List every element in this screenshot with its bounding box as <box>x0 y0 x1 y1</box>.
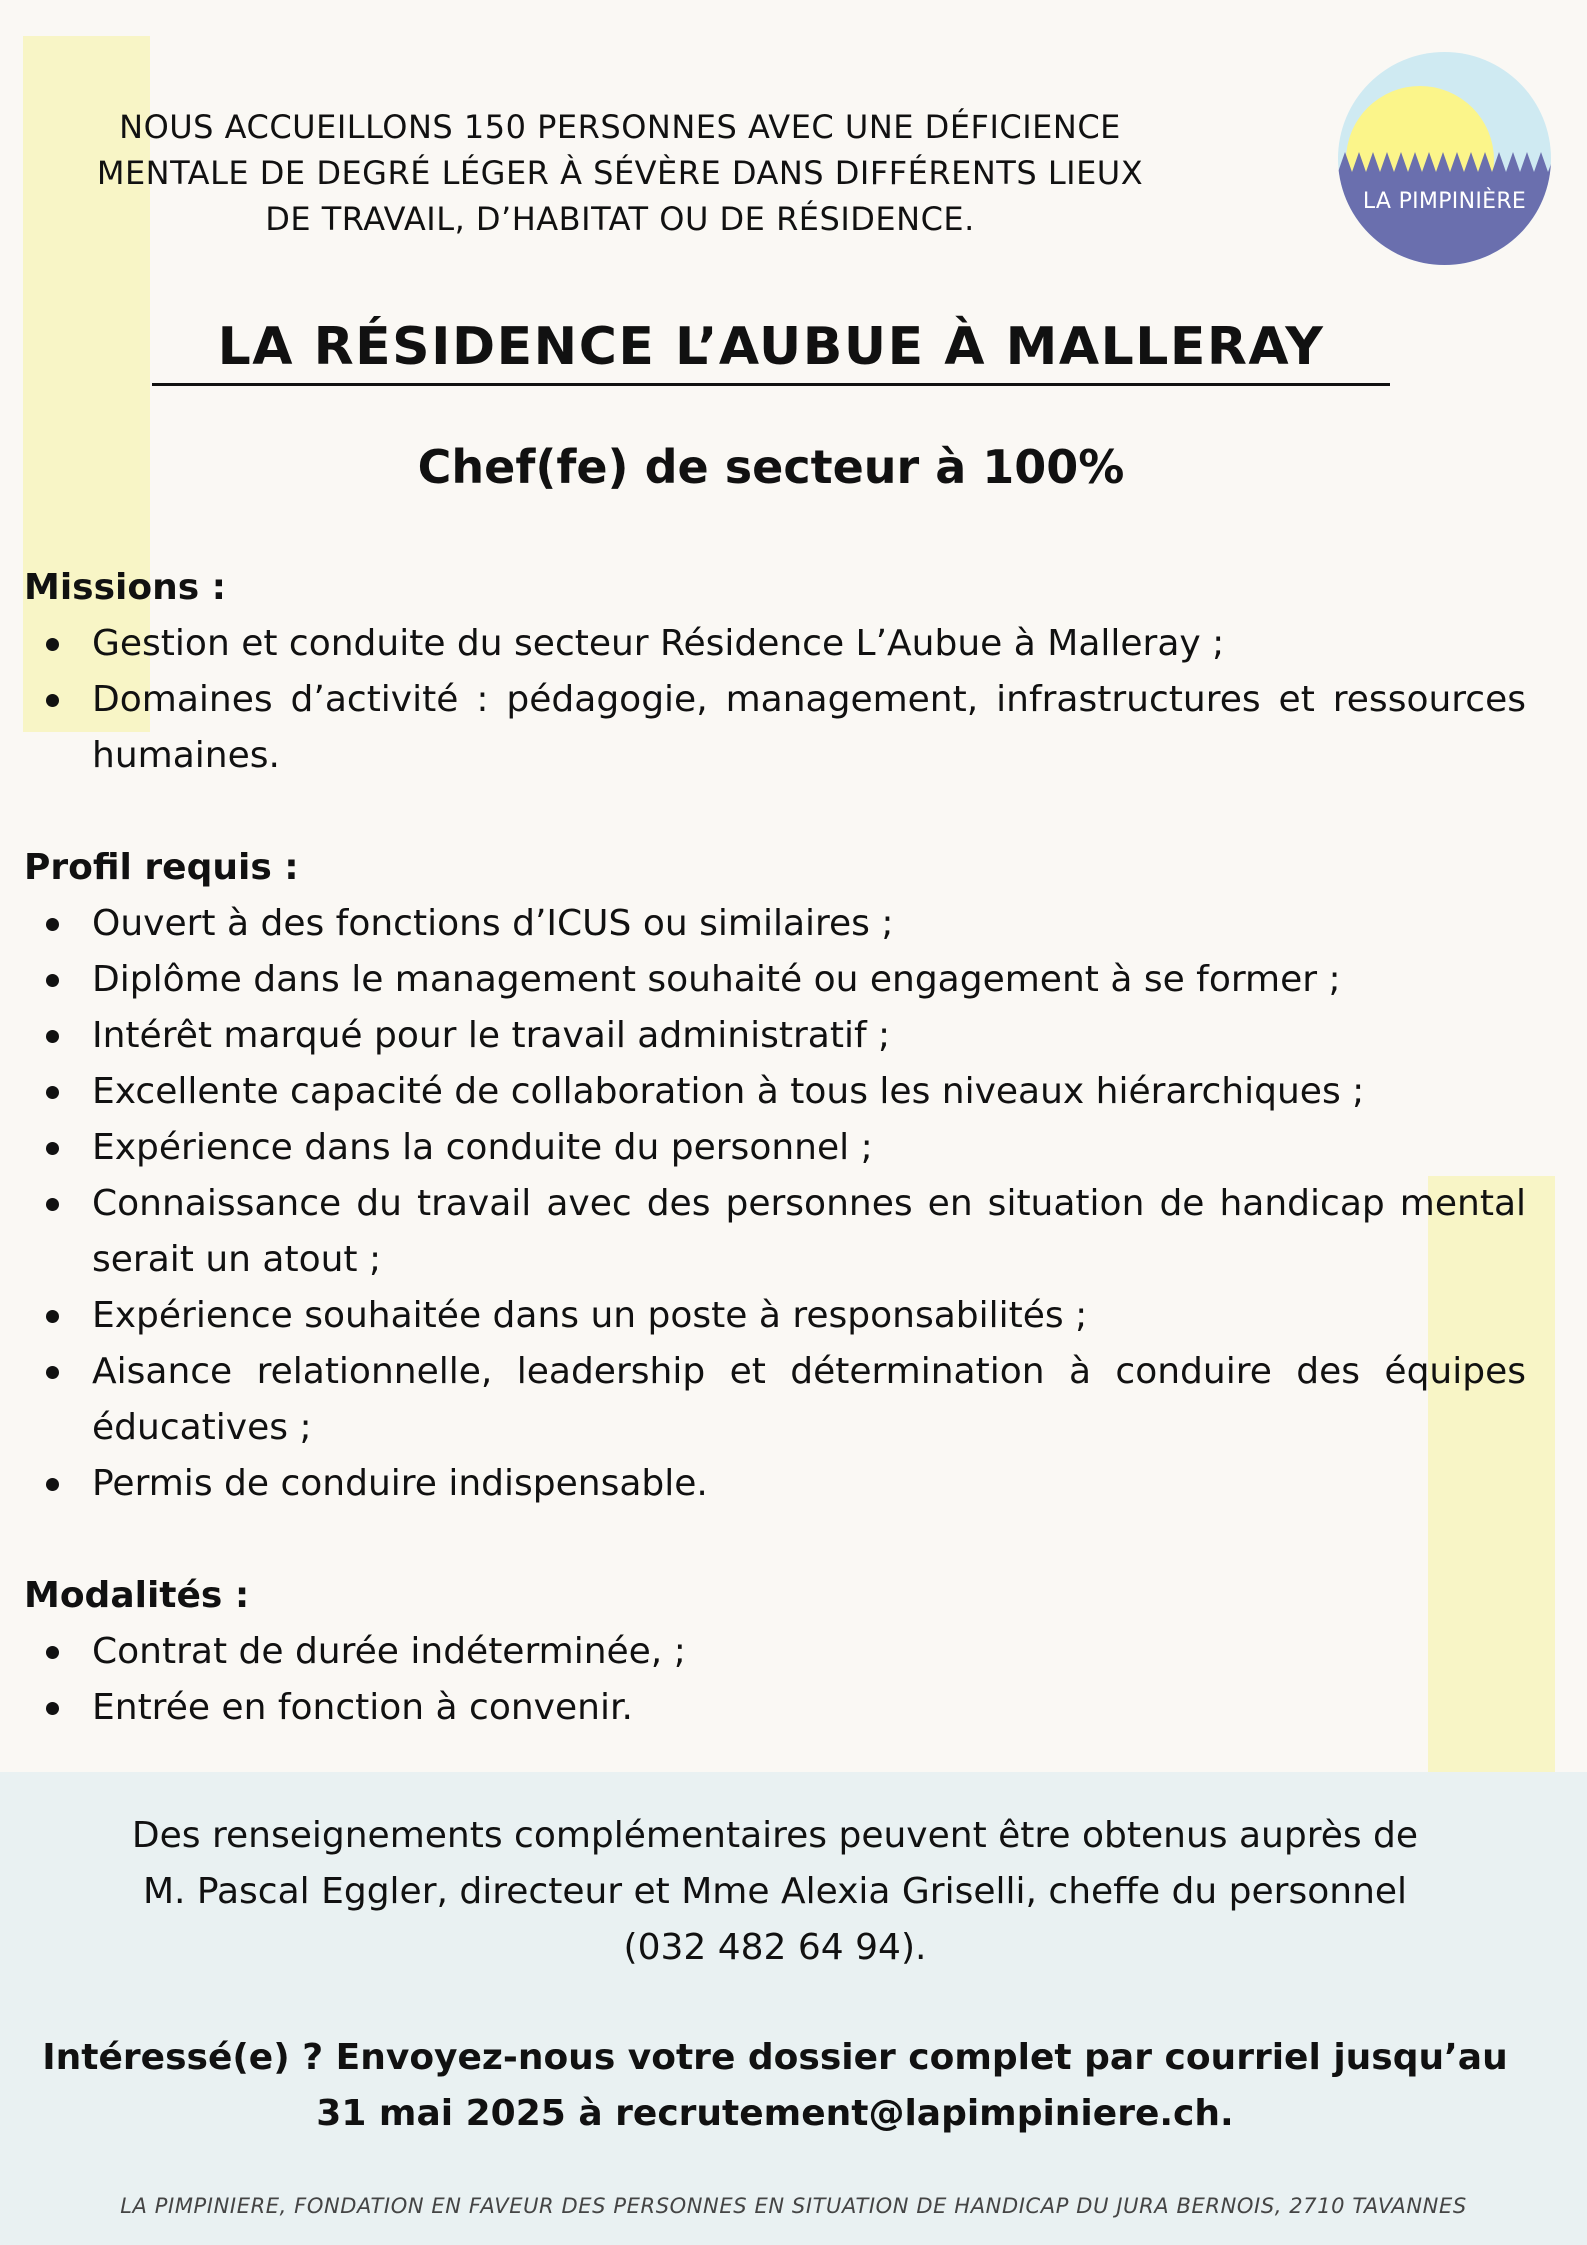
bullet-icon <box>46 1366 59 1379</box>
bullet-icon <box>46 1702 59 1715</box>
profile-heading: Profil requis : <box>24 847 299 888</box>
contact-info <box>60 1808 1490 1976</box>
contact-line: M. Pascal Eggler, directeur et Mme Alexia Griselli, cheffe du personnel <box>142 1871 1408 1912</box>
job-details <box>24 560 1526 1792</box>
missions-heading: Missions : <box>24 567 227 608</box>
list-item: Excellente capacité de collaboration à tous les niveaux hiérarchiques ; <box>24 1064 1526 1120</box>
list-item: Contrat de durée indéterminée, ; <box>24 1624 1526 1680</box>
list-item: Connaissance du travail avec des personnes en situation de handicap mental serait un atout ; <box>24 1176 1526 1288</box>
terms-list <box>24 1624 1526 1736</box>
foundation-footer: LA PIMPINIERE, FONDATION EN FAVEUR DES PERSONNES EN SITUATION DE HANDICAP DU JURA BERNOIS, 2710 TAVANNES <box>120 2194 1467 2218</box>
contact-panel <box>0 1772 1587 2245</box>
intro-line: DE TRAVAIL, D’HABITAT OU DE RÉSIDENCE. <box>265 200 975 238</box>
bullet-icon <box>46 1030 59 1043</box>
job-title: Chef(fe) de secteur à 100% <box>417 440 1125 494</box>
list-item: Permis de conduire indispensable. <box>24 1456 1526 1512</box>
terms-heading: Modalités : <box>24 1575 250 1616</box>
bullet-icon <box>46 918 59 931</box>
contact-line: Des renseignements complémentaires peuvent être obtenus auprès de <box>131 1815 1419 1856</box>
intro-line: MENTALE DE DEGRÉ LÉGER À SÉVÈRE DANS DIFFÉRENTS LIEUX <box>96 154 1144 192</box>
cta-line: Intéressé(e) ? Envoyez-nous votre dossier complet par courriel jusqu’au <box>42 2037 1508 2078</box>
title-underline <box>152 383 1390 386</box>
residence-title: LA RÉSIDENCE L’AUBUE À MALLERAY <box>217 317 1325 377</box>
bullet-icon <box>46 694 59 707</box>
bullet-icon <box>46 1310 59 1323</box>
missions-section <box>24 560 1526 784</box>
contact-phone: (032 482 64 94). <box>623 1927 927 1968</box>
intro-line: NOUS ACCUEILLONS 150 PERSONNES AVEC UNE DÉFICIENCE <box>119 108 1121 146</box>
list-item: Expérience dans la conduite du personnel ; <box>24 1120 1526 1176</box>
logo-wordmark: LA PIMPINIÈRE <box>1362 189 1527 214</box>
bullet-icon <box>46 638 59 651</box>
bullet-icon <box>46 974 59 987</box>
list-item: Diplôme dans le management souhaité ou engagement à se former ; <box>24 952 1526 1008</box>
profile-section <box>24 840 1526 1512</box>
list-item: Expérience souhaitée dans un poste à responsabilités ; <box>24 1288 1526 1344</box>
bullet-icon <box>46 1198 59 1211</box>
list-item: Domaines d’activité : pédagogie, management, infrastructures et ressources humaines. <box>24 672 1526 784</box>
list-item: Ouvert à des fonctions d’ICUS ou similaires ; <box>24 896 1526 952</box>
intro-statement <box>70 104 1170 242</box>
bullet-icon <box>46 1646 59 1659</box>
cta-line: 31 mai 2025 à recrutement@lapimpiniere.ch. <box>316 2093 1234 2134</box>
list-item: Intérêt marqué pour le travail administratif ; <box>24 1008 1526 1064</box>
missions-list <box>24 616 1526 784</box>
bullet-icon <box>46 1086 59 1099</box>
bullet-icon <box>46 1142 59 1155</box>
list-item: Aisance relationnelle, leadership et détermination à conduire des équipes éducatives ; <box>24 1344 1526 1456</box>
list-item: Gestion et conduite du secteur Résidence L’Aubue à Malleray ; <box>24 616 1526 672</box>
application-call-to-action <box>40 2030 1510 2142</box>
profile-list <box>24 896 1526 1512</box>
pimpiniere-logo <box>1338 52 1551 265</box>
logo-emblem-icon <box>1338 52 1551 265</box>
list-item: Entrée en fonction à convenir. <box>24 1680 1526 1736</box>
terms-section <box>24 1568 1526 1736</box>
bullet-icon <box>46 1478 59 1491</box>
